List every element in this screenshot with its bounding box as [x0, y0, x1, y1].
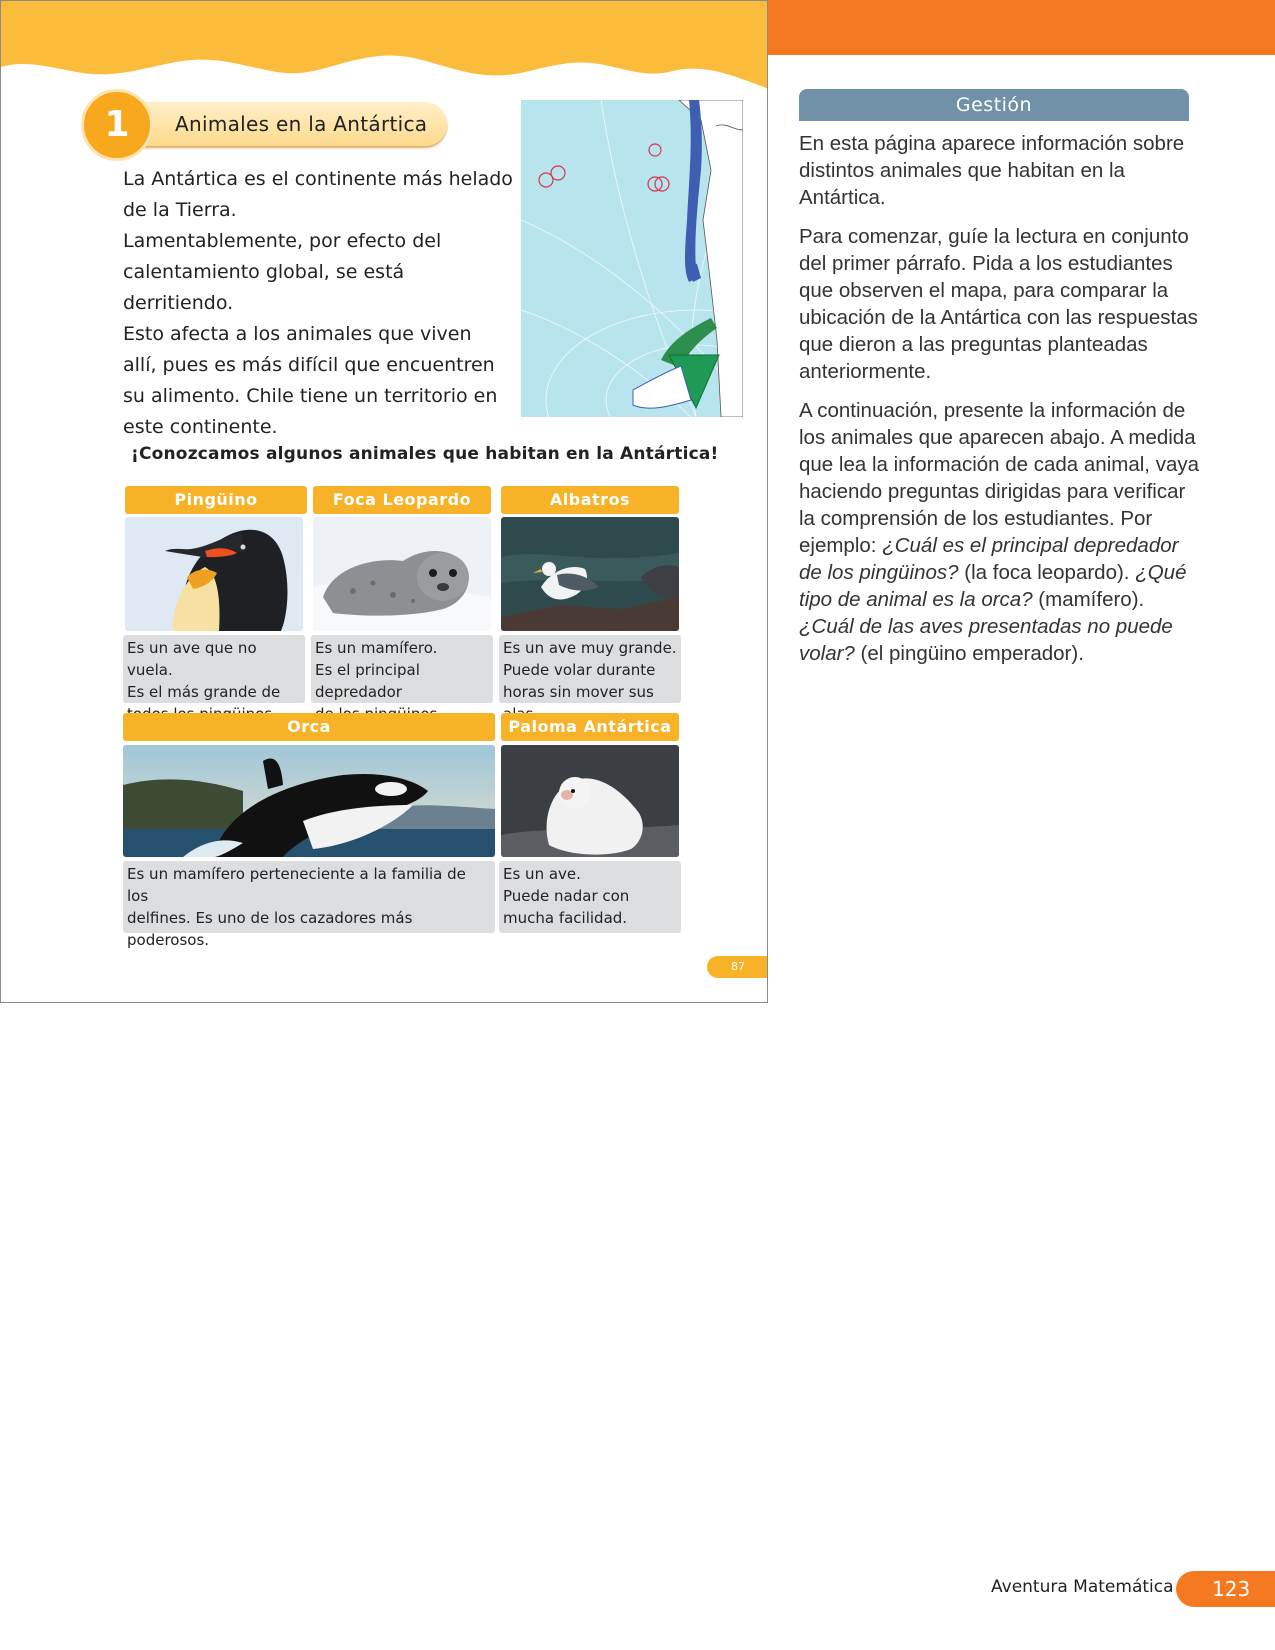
gestion-answer: (la foca leopardo).	[958, 561, 1136, 584]
desc-line: Es el más grande de	[127, 683, 281, 701]
lesson-number-badge: 1	[81, 89, 153, 161]
desc-foca-leopardo	[311, 635, 493, 703]
label-albatros: Albatros	[501, 486, 679, 514]
desc-line: Puede nadar con	[503, 887, 630, 905]
top-wave-banner	[1, 1, 768, 101]
gestion-header: Gestión	[799, 89, 1189, 121]
label-orca: Orca	[123, 713, 495, 741]
desc-pinguino-emperador	[123, 635, 305, 703]
gestion-answer: (el pingüino emperador).	[854, 642, 1084, 665]
desc-paloma-antartica	[499, 861, 681, 933]
intro-line: Esto afecta a los animales que viven	[123, 323, 472, 345]
student-page-number: 87	[707, 956, 768, 978]
gestion-paragraph-3	[799, 397, 1199, 667]
desc-line: Es el principal depredador	[315, 661, 420, 701]
footer-page-number: 123	[1176, 1571, 1275, 1607]
gestion-answer: (mamífero).	[1032, 588, 1145, 611]
gestion-question: ¿Qué tipo de animal es la orca?	[799, 561, 1187, 611]
intro-line: este continente.	[123, 416, 278, 438]
chile-antarctica-map	[521, 100, 743, 417]
gestion-text-run: A continuación, presente la información de los animales que aparecen abajo. A medida que lea la información de cada animal, vaya haciendo preguntas dirigidas para verificar la comprensión de los estudiantes. Por ejemplo:	[799, 399, 1199, 557]
photo-albatross	[501, 517, 679, 631]
intro-line: allí, pues es más difícil que encuentren	[123, 354, 495, 376]
lesson-title: Animales en la Antártica	[175, 112, 428, 136]
photo-antarctic-dove	[501, 745, 679, 857]
gestion-text	[799, 130, 1199, 679]
gestion-paragraph-1: En esta página aparece información sobre distintos animales que habitan en la Antártica.	[799, 132, 1185, 209]
label-paloma-antartica: Paloma Antártica	[501, 713, 679, 741]
lesson-title-pill	[131, 102, 447, 146]
intro-line: calentamiento global, se está derritiendo.	[123, 261, 405, 314]
intro-paragraph	[123, 164, 518, 443]
desc-line: Es un mamífero perteneciente a la familia de los	[127, 865, 466, 905]
photo-orca	[123, 745, 495, 857]
desc-line: horas sin mover sus	[503, 683, 654, 701]
photo-emperor-penguin	[125, 517, 303, 631]
intro-line: La Antártica es el continente más helado	[123, 168, 513, 190]
gestion-question: ¿Cuál de las aves presentadas no puede volar?	[799, 615, 1173, 665]
desc-line: Es un ave muy grande.	[503, 639, 677, 657]
gestion-question: ¿Cuál es el principal depredador de los pingüinos?	[799, 534, 1179, 584]
photo-leopard-seal	[313, 517, 491, 631]
footer-book-title: Aventura Matemática	[991, 1577, 1174, 1597]
desc-albatros	[499, 635, 681, 703]
intro-line: Lamentablemente, por efecto del	[123, 230, 442, 252]
animals-subtitle: ¡Conozcamos algunos animales que habitan en la Antártica!	[131, 444, 719, 464]
desc-orca	[123, 861, 495, 949]
intro-line: su alimento. Chile tiene un territorio en	[123, 385, 498, 407]
desc-line: Es un mamífero.	[315, 639, 438, 657]
top-orange-bar	[768, 0, 1275, 55]
label-foca-leopardo: Foca Leopardo	[313, 486, 491, 514]
label-pinguino-emperador: Pingüino	[125, 486, 307, 514]
desc-line: Puede volar durante	[503, 661, 656, 679]
desc-line: Es un ave.	[503, 865, 581, 883]
intro-line: de la Tierra.	[123, 199, 237, 221]
student-page	[0, 0, 768, 1003]
gestion-paragraph-2: Para comenzar, guíe la lectura en conjunto del primer párrafo. Pida a los estudiantes que observen el mapa, para comparar la ubicación de la Antártica con las respuestas que dieron a las preguntas planteadas anteriormente.	[799, 225, 1198, 383]
desc-line: delfines. Es uno de los cazadores más poderosos.	[127, 909, 413, 949]
desc-line: Es un ave que no vuela.	[127, 639, 257, 679]
desc-line: mucha facilidad.	[503, 909, 628, 927]
